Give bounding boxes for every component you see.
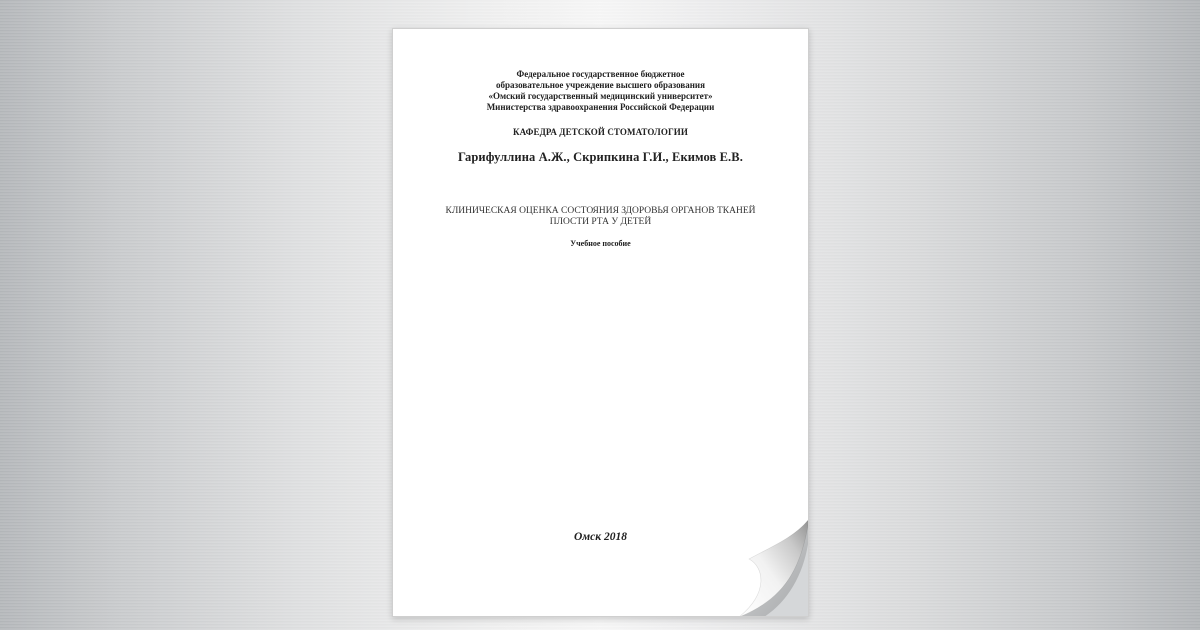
institution-line: Федеральное государственное бюджетное <box>516 69 685 79</box>
document-title <box>393 206 808 228</box>
title-line: КЛИНИЧЕСКАЯ ОЦЕНКА СОСТОЯНИЯ ЗДОРОВЬЯ ОРГАНОВ ТКАНЕЙ <box>445 206 756 216</box>
city-year: Омск 2018 <box>574 531 627 543</box>
institution-block <box>393 69 808 113</box>
institution-line: образовательное учреждение высшего образования <box>496 80 705 90</box>
title-line: ПЛОСТИ РТА У ДЕТЕЙ <box>549 217 652 227</box>
document-page <box>392 28 809 617</box>
page-curl-icon <box>709 497 809 617</box>
institution-line: Министерства здравоохранения Российской Федерации <box>486 102 715 112</box>
department-name: КАФЕДРА ДЕТСКОЙ СТОМАТОЛОГИИ <box>513 127 688 137</box>
authors: Гарифуллина А.Ж., Скрипкина Г.И., Екимов Е.В. <box>458 150 743 164</box>
document-type: Учебное пособие <box>570 239 631 248</box>
institution-line: «Омский государственный медицинский университет» <box>488 91 713 101</box>
